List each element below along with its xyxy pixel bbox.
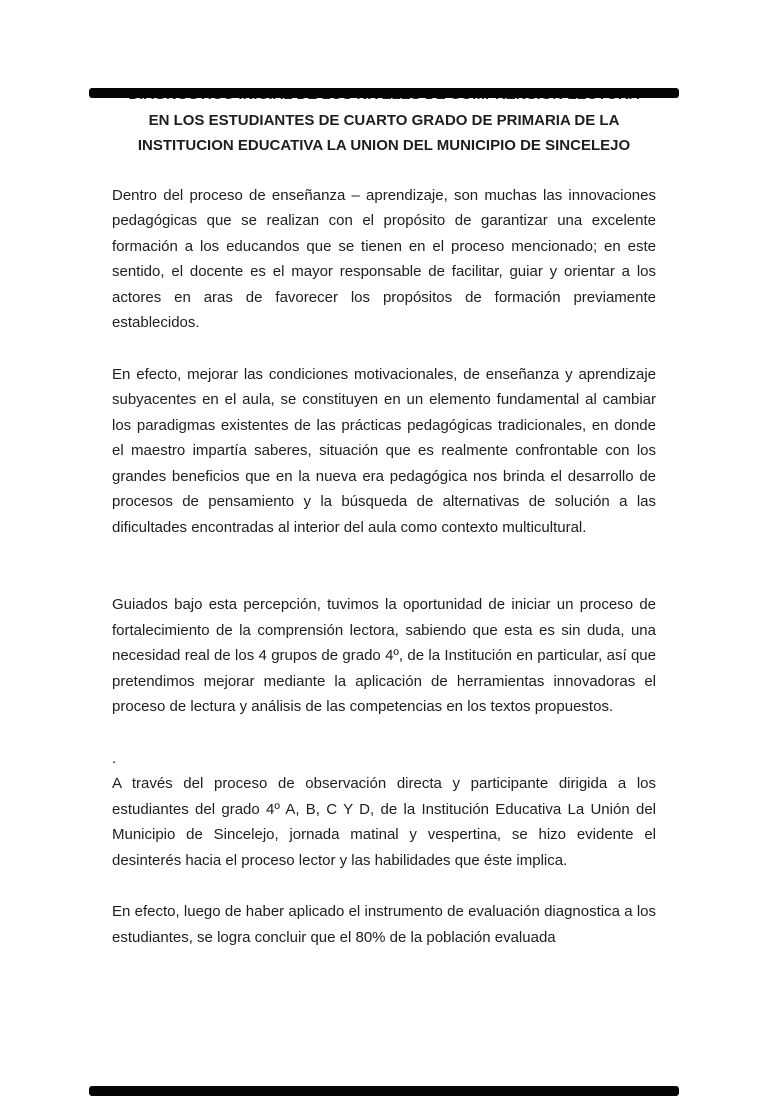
paragraph-3: Guiados bajo esta percepción, tuvimos la oportunidad de iniciar un proceso de fortalecimiento de la comprensión lectora, sabiendo que esta es sin duda, una necesidad real de los 4 grupos de grado 4º, de la Institución en particular, así que pretendimos mejorar mediante la aplicación de herramientas innovadoras el proceso de lectura y análisis de las competencias en los textos propuestos. bbox=[112, 596, 656, 715]
page-top-edge-bar bbox=[89, 88, 679, 98]
title-line-2: EN LOS ESTUDIANTES DE CUARTO GRADO DE PRIMARIA DE LA bbox=[148, 111, 620, 129]
document-body bbox=[112, 183, 656, 951]
page-bottom-edge-bar bbox=[89, 1086, 679, 1096]
paragraph-1: Dentro del proceso de enseñanza – aprendizaje, son muchas las innovaciones pedagógicas que se realizan con el propósito de garantizar una excelente formación a los educandos que se tienen en el proceso mencionado; en este sentido, el docente es el mayor responsable de facilitar, guiar y orientar a los actores en aras de favorecer los propósitos de formación previamente establecidos. bbox=[112, 186, 656, 331]
title-line-3: INSTITUCION EDUCATIVA LA UNION DEL MUNICIPIO DE SINCELEJO bbox=[137, 137, 631, 154]
paragraph-5: En efecto, luego de haber aplicado el instrumento de evaluación diagnostica a los estudiantes, se logra concluir que el 80% de la población evaluada bbox=[112, 903, 656, 946]
document-page bbox=[0, 82, 768, 1106]
paragraph-4: A través del proceso de observación directa y participante dirigida a los estudiantes del grado 4º A, B, C Y D, de la Institución Educativa La Unión del Municipio de Sincelejo, jornada matinal y vespertina, se hizo evidente el desinterés hacia el proceso lector y las habilidades que éste implica. bbox=[112, 775, 656, 869]
stray-period-line: . bbox=[112, 749, 117, 767]
paragraph-2: En efecto, mejorar las condiciones motivacionales, de enseñanza y aprendizaje subyacentes en el aula, se constituyen en un elemento fundamental al cambiar los paradigmas existentes de las prácticas pedagógicas tradicionales, en donde el maestro impartía saberes, situación que es realmente confrontable con los grandes beneficios que en la nueva era pedagógica nos brinda el desarrollo de procesos de pensamiento y la búsqueda de alternativas de solución a las dificultades encontradas al interior del aula como contexto multicultural. bbox=[112, 365, 656, 536]
